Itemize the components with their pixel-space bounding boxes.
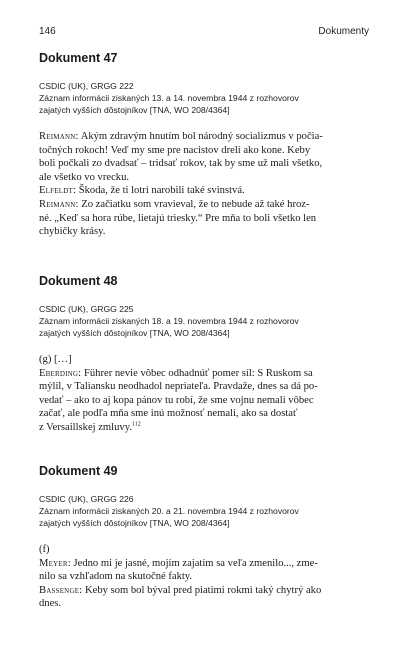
- text-line: točných rokoch! Veď my sme pre nacistov dreli ako kone. Keby: [39, 144, 311, 156]
- text-line: začať, ale podľa mňa sme inú možnosť nemali, ako sa dostať: [39, 408, 298, 420]
- footnote-reference[interactable]: 112: [131, 421, 141, 428]
- excerpt-marker: (g) […]: [39, 354, 72, 365]
- speaker-paragraph: [39, 198, 369, 239]
- speaker-name: Reimann:: [39, 198, 79, 210]
- transcript: [39, 543, 369, 611]
- text-line: dnes.: [39, 598, 62, 610]
- document-title: Dokument 47: [39, 51, 118, 65]
- speaker-paragraph: [39, 130, 369, 184]
- source-id: CSDIC (UK), GRGG 226: [39, 494, 134, 504]
- speaker-paragraph: [39, 184, 369, 198]
- speaker-name: Bassenge:: [39, 584, 83, 596]
- text-line: mýlil, v Taliansku neodhadol nepriateľa. Pravdaže, dnes sa dá po-: [39, 381, 318, 393]
- source-id: CSDIC (UK), GRGG 225: [39, 304, 134, 314]
- document-48: [39, 274, 369, 435]
- source-description-line: Záznam informácii ziskaných 13. a 14. novembra 1944 z rozhovorov: [39, 93, 299, 103]
- text-line: nilo sa vzhľadom na skutočné fakty.: [39, 571, 193, 583]
- source-description-line: zajatých vyšších dôstojníkov [TNA, WO 208/4364]: [39, 328, 230, 338]
- section-title: Dokumenty: [318, 26, 369, 37]
- source-description-line: zajatých vyšších dôstojníkov [TNA, WO 208/4364]: [39, 518, 230, 528]
- text-line: né. „Keď sa hora rúbe, lietajú triesky.“ Pre mňa to boli všetko len: [39, 212, 317, 224]
- text-line: Jedno mi je jasné, mojím zajatím sa veľa zmenilo..., zme-: [73, 557, 318, 569]
- text-line: Keby som bol býval pred piatimi rokmi taký chytrý ako: [84, 584, 322, 596]
- speaker-name: Elfeldt:: [39, 185, 77, 197]
- speaker-name: Eberding:: [39, 367, 82, 379]
- speaker-paragraph: [39, 584, 369, 611]
- speaker-name: Reimann:: [39, 131, 79, 142]
- source-description-line: zajatých vyšších dôstojníkov [TNA, WO 208/4364]: [39, 105, 230, 115]
- text-line: Akým zdravým hnutím bol národný socializmus v počia-: [80, 131, 323, 142]
- document-title: Dokument 48: [39, 274, 118, 288]
- document-source: [39, 493, 369, 529]
- source-id: CSDIC (UK), GRGG 222: [39, 81, 134, 91]
- document-source: [39, 303, 369, 339]
- text-line: boli počkali zo dvadsať – tridsať rokov, tak by sme už mali všetko,: [39, 158, 323, 170]
- running-header: [39, 26, 369, 40]
- speaker-paragraph: [39, 367, 369, 435]
- document-47: [39, 51, 369, 239]
- transcript: [39, 130, 369, 239]
- source-description-line: Záznam informácii ziskaných 20. a 21. novembra 1944 z rozhovorov: [39, 506, 299, 516]
- text-line: z Versaillskej zmluvy.: [39, 421, 132, 433]
- text-line: Führer nevie vôbec odhadnúť pomer síl: S Ruskom sa: [83, 367, 313, 379]
- document-title: Dokument 49: [39, 464, 118, 478]
- text-line: ale všetko vo vrecku.: [39, 171, 130, 183]
- document-source: [39, 80, 369, 116]
- text-line: Škoda, že ti lotri narobili také svinstvá.: [78, 185, 245, 197]
- page-number: 146: [39, 26, 56, 37]
- speaker-name: Meyer:: [39, 557, 71, 569]
- speaker-paragraph: [39, 557, 369, 584]
- source-description-line: Záznam informácii ziskaných 18. a 19. novembra 1944 z rozhovorov: [39, 316, 299, 326]
- text-line: vedať – ako to aj kopa pánov tu robí, že sme vojnu nemali vôbec: [39, 394, 314, 406]
- text-line: Zo začiatku som vravieval, že to nebude až také hroz-: [81, 198, 310, 210]
- text-line: chybičky krásy.: [39, 226, 106, 238]
- document-49: [39, 464, 369, 611]
- transcript: [39, 353, 369, 435]
- excerpt-marker: (f): [39, 544, 50, 555]
